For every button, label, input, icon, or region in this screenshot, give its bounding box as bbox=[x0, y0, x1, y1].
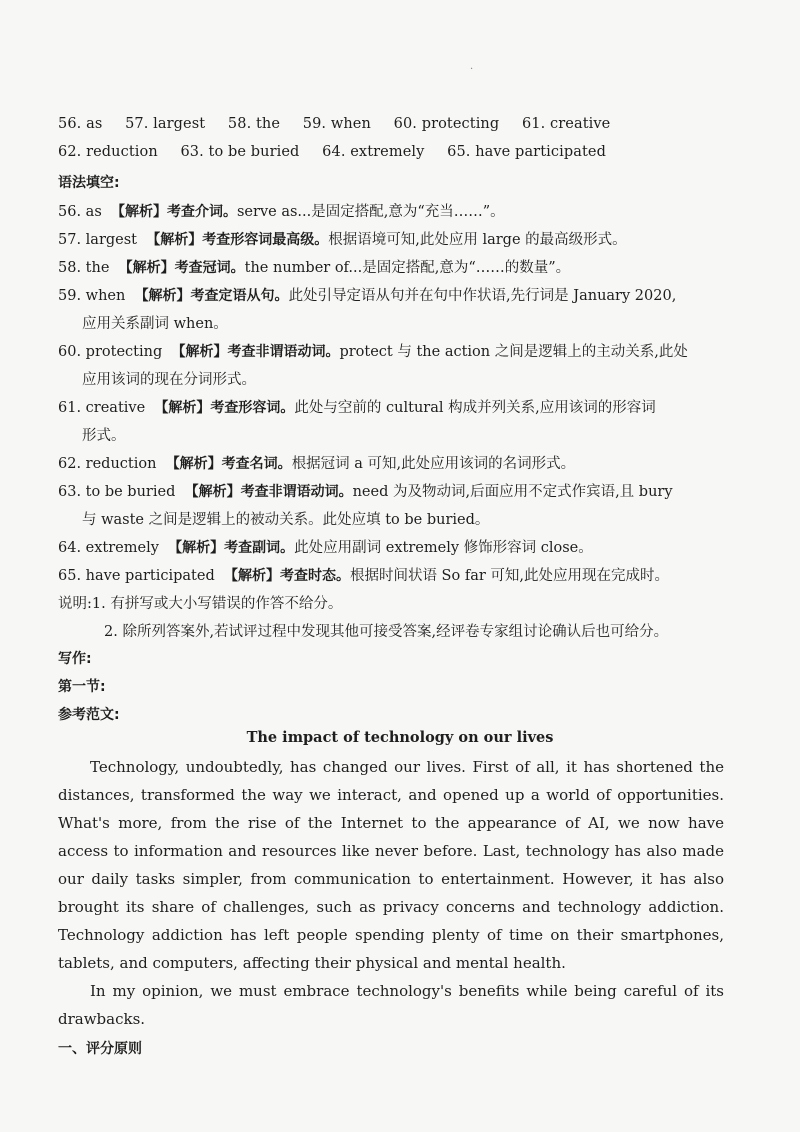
explanation-text: 此处引导定语从句并在句中作状语,先行词是 January 2020, bbox=[288, 288, 677, 304]
explanation-text: 根据冠词 a 可知,此处应用该词的名词形式。 bbox=[291, 456, 576, 472]
explanation-tag: 【解析】考查副词。 bbox=[168, 540, 295, 556]
explanation-63-continued: 与 waste 之间是逻辑上的被动关系。此处应填 to be buried。 bbox=[82, 512, 490, 528]
explanation-answer: 61. creative bbox=[58, 400, 146, 416]
scoring-principles-heading: 一、评分原则 bbox=[58, 1041, 142, 1057]
essay-title: The impact of technology on our lives bbox=[246, 729, 554, 746]
explanation-text: 根据语境可知,此处应用 large 的最高级形式。 bbox=[328, 232, 627, 248]
explanation-56 bbox=[58, 200, 748, 221]
explanation-57 bbox=[58, 228, 748, 249]
explanation-tag: 【解析】考查冠词。 bbox=[118, 260, 245, 276]
answer-61: 61. creative bbox=[521, 116, 611, 132]
explanation-58 bbox=[58, 256, 748, 277]
explanation-tag: 【解析】考查定语从句。 bbox=[134, 288, 289, 304]
grammar-heading: 语法填空: bbox=[58, 175, 120, 191]
writing-heading: 写作: bbox=[58, 651, 92, 667]
answer-row-1 bbox=[58, 116, 628, 132]
explanation-tag: 【解析】考查非谓语动词。 bbox=[171, 344, 340, 360]
explanation-answer: 65. have participated bbox=[58, 568, 215, 584]
sample-essay-label: 参考范文: bbox=[58, 707, 120, 723]
explanation-62 bbox=[58, 452, 748, 473]
essay-body bbox=[58, 753, 724, 1033]
explanation-text: serve as...是固定搭配,意为“充当……”。 bbox=[236, 204, 505, 220]
answer-60: 60. protecting bbox=[393, 116, 500, 132]
explanation-text: protect 与 the action 之间是逻辑上的主动关系,此处 bbox=[339, 344, 688, 360]
explanation-text: need 为及物动词,后面应用不定式作宾语,且 bury bbox=[352, 484, 673, 500]
explanation-answer: 59. when bbox=[58, 288, 126, 304]
explanation-61-continued: 形式。 bbox=[82, 428, 126, 444]
explanation-tag: 【解析】考查介词。 bbox=[110, 204, 237, 220]
explanation-answer: 60. protecting bbox=[58, 344, 163, 360]
explanation-59-continued: 应用关系副词 when。 bbox=[82, 316, 228, 332]
essay-paragraph-1: Technology, undoubtedly, has changed our lives. First of all, it has shortened the distances, transformed the way we interact, and opened up a world of opportunities. What's more, from the rise of the Internet to the appearance of AI, we now have access to information and resources like never before. Last, technology has also made our daily tasks simpler, from communication to entertainment. However, it has also brought its share of challenges, such as privacy concerns and technology addiction. Technology addiction has left people spending plenty of time on their smartphones, tablets, and computers, affecting their physical and mental health. bbox=[58, 758, 724, 972]
section-one-heading: 第一节: bbox=[58, 679, 106, 695]
answer-59: 59. when bbox=[302, 116, 371, 132]
explanation-59 bbox=[58, 284, 748, 305]
explanation-answer: 62. reduction bbox=[58, 456, 157, 472]
answer-58: 58. the bbox=[227, 116, 281, 132]
explanation-64 bbox=[58, 536, 748, 557]
explanation-tag: 【解析】考查名词。 bbox=[165, 456, 292, 472]
explanation-tag: 【解析】考查形容词最高级。 bbox=[146, 232, 329, 248]
answer-64: 64. extremely bbox=[322, 144, 425, 160]
explanation-text: 此处应用副词 extremely 修饰形容词 close。 bbox=[294, 540, 593, 556]
note-2: 2. 除所列答案外,若试评过程中发现其他可接受答案,经评卷专家组讨论确认后也可给分。 bbox=[104, 624, 669, 640]
essay-paragraph-2: In my opinion, we must embrace technology's benefits while being careful of its drawbacks. bbox=[58, 982, 724, 1028]
explanation-tag: 【解析】考查非谓语动词。 bbox=[184, 484, 353, 500]
note-1: 说明:1. 有拼写或大小写错误的作答不给分。 bbox=[58, 596, 343, 612]
scan-mark: · bbox=[470, 64, 474, 75]
answer-57: 57. largest bbox=[125, 116, 206, 132]
explanation-60-continued: 应用该词的现在分词形式。 bbox=[82, 372, 256, 388]
answer-65: 65. have participated bbox=[447, 144, 606, 160]
explanation-answer: 58. the bbox=[58, 260, 110, 276]
explanation-answer: 63. to be buried bbox=[58, 484, 176, 500]
explanation-tag: 【解析】考查形容词。 bbox=[154, 400, 295, 416]
explanation-60 bbox=[58, 340, 748, 361]
answer-63: 63. to be buried bbox=[180, 144, 300, 160]
explanation-tag: 【解析】考查时态。 bbox=[223, 568, 350, 584]
explanation-text: the number of...是固定搭配,意为“……的数量”。 bbox=[244, 260, 571, 276]
explanation-text: 根据时间状语 So far 可知,此处应用现在完成时。 bbox=[349, 568, 669, 584]
explanation-65 bbox=[58, 564, 748, 585]
answer-56: 56. as bbox=[58, 116, 103, 132]
answer-62: 62. reduction bbox=[58, 144, 158, 160]
explanation-answer: 56. as bbox=[58, 204, 102, 220]
explanation-63 bbox=[58, 480, 748, 501]
explanation-text: 此处与空前的 cultural 构成并列关系,应用该词的形容词 bbox=[294, 400, 656, 416]
explanation-61 bbox=[58, 396, 748, 417]
answer-row-2 bbox=[58, 144, 624, 160]
explanation-answer: 57. largest bbox=[58, 232, 138, 248]
explanation-answer: 64. extremely bbox=[58, 540, 159, 556]
